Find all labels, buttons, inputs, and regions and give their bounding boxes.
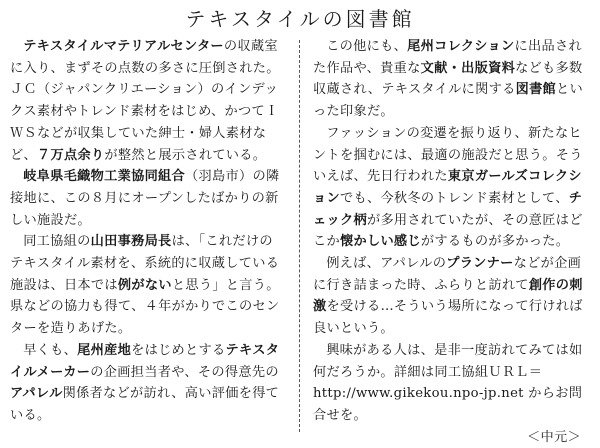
paragraph-text: は、「これだけのテキスタイル素材を、系統的に収蔵している施設は、日本では xyxy=(10,234,280,293)
paragraph-text: 早くも、 xyxy=(23,342,78,358)
paragraph-text: が多用されていたが、その意匠はどこか xyxy=(313,212,583,250)
emphasis-text: 創作の刺激 xyxy=(313,277,583,315)
paragraph xyxy=(313,253,585,340)
paragraph xyxy=(10,36,282,166)
author-signature: ＜中元＞ xyxy=(527,429,581,445)
paragraph-text: が整然と展示されている。 xyxy=(104,147,267,163)
paragraph-text: この他にも、 xyxy=(326,39,408,54)
emphasis-text: テキスタイルメーカー xyxy=(10,342,280,380)
paragraph-text: 興味がある人は、是非一度訪れてみては如何だろうか。詳細は同工協組ＵＲＬ＝http://www.gikekou.npo-jp.net からお問合せを。 xyxy=(313,342,583,423)
emphasis-text: 山田事務局長 xyxy=(90,234,172,250)
emphasis-text: 懐かしい感じ xyxy=(339,234,421,250)
paragraph xyxy=(10,231,282,340)
paragraph-text: がするものが多かった。 xyxy=(420,234,570,250)
paragraph-text: と思う」と言う。県などの協力も得て、４年がかりでこのセンターを造りあげた。 xyxy=(10,277,280,337)
paragraph-text: なども多数収蔵され、テキスタイルに関する xyxy=(313,60,583,98)
emphasis-text: プランナー xyxy=(446,256,514,272)
emphasis-text: 尾州産地 xyxy=(77,342,132,358)
paragraph-text: の収蔵室に入り、まずその点数の多さに圧倒された。ＪＣ（ジャパンクリエーション）のインデックス素材やトレンド素材をはじめ、かつてＩＷＳなどが収集していた紳士・婦人素材など、 xyxy=(10,39,280,163)
paragraph-text: （羽島市）の隣接地に、この８月にオープンしたばかりの新しい施設だ。 xyxy=(10,169,280,228)
paragraph-text: 関係者などが訪れ、高い評価を得ている。 xyxy=(10,386,280,423)
paragraph-text: 例えば、アパレルの xyxy=(326,256,447,272)
emphasis-text: 岐阜県毛織物工業協同組合 xyxy=(23,169,186,185)
paragraph-text: でも、今秋冬のトレンド素材として、 xyxy=(339,190,569,206)
paragraph-text: ファッションの変遷を振り返り、新たなヒントを掴むには、最適の施設だと思う。そういえば、先日行われた xyxy=(313,125,583,185)
emphasis-text: 東京ガールズコレクション xyxy=(313,169,582,206)
emphasis-text: テキスタイルマテリアルセンター xyxy=(23,39,224,54)
emphasis-text: 例がない xyxy=(117,277,172,293)
paragraph xyxy=(313,123,585,253)
paragraph-text: をはじめとする xyxy=(131,342,226,358)
article-title: テキスタイルの図書館 xyxy=(185,7,415,31)
emphasis-text: チェック柄 xyxy=(313,190,583,228)
emphasis-text: 図書館 xyxy=(515,82,557,98)
paragraph-text: の企画担当者や、その得意先の xyxy=(90,364,279,380)
paragraph-text: を受ける…そういう場所になって行ければ良いという。 xyxy=(313,299,583,337)
paragraph-text: に出品された作品や、貴重な xyxy=(313,39,582,76)
emphasis-text: 尾州コレクション xyxy=(407,39,515,54)
left-column xyxy=(10,36,282,427)
paragraph-text: などが企画に行き詰まった時、ふらりと訪れて xyxy=(313,256,582,293)
emphasis-text: 文献・出版資料 xyxy=(420,60,516,76)
emphasis-text: ７万点余り xyxy=(36,147,105,163)
paragraph xyxy=(10,340,282,427)
paragraph xyxy=(10,166,282,231)
column-divider xyxy=(299,40,300,432)
paragraph-text: といった印象だ。 xyxy=(313,82,584,120)
paragraph xyxy=(313,340,585,427)
emphasis-text: アパレル xyxy=(10,386,63,402)
paragraph-text: 同工協組の xyxy=(23,234,91,250)
paragraph xyxy=(313,36,585,123)
right-column xyxy=(313,36,585,448)
